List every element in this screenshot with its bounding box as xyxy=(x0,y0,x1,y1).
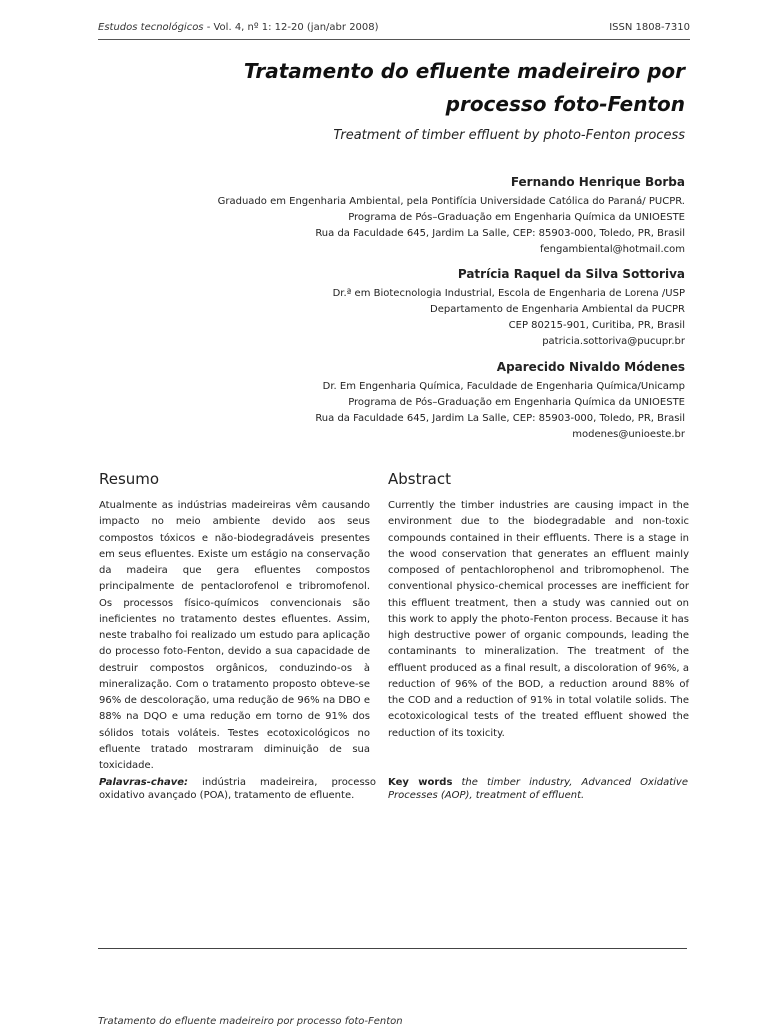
resumo-text: Atualmente as indústrias madeireiras vêm causando impacto no meio ambiente devido aos seus compostos tóxicos e não-biodegradáveis presentes em seus efluentes. Existe um estágio na conservação da madeira que gera efluentes compostos principalmente de pentaclorofenol e tribromofenol. Os processos físico-químicos convencionais são ineficientes no tratamento destes efluentes. Assim, neste trabalho foi realizado um estudo para aplicação do processo foto-Fenton, devido a sua capacidade de destruir compostos orgânicos, conduzindo-os à mineralização. Com o tratamento proposto obteve-se 96% de descoloração, uma redução de 96% na DBO e 88% na DQO e uma redução em torno de 91% dos sólidos totais voláteis. Testes ecotoxicológicos no efluente tratado mostraram diminuição de sua toxicidade. xyxy=(99,500,371,771)
footer-divider xyxy=(98,948,687,949)
author-address: Rua da Faculdade 645, Jardim La Salle, CEP: 85903-000, Toledo, PR, Brasil xyxy=(315,228,685,239)
running-title: Tratamento do efluente madeireiro por processo foto-Fenton xyxy=(98,1016,403,1027)
abstract-text: Currently the timber industries are causing impact in the environment due to the biodegradable and non-toxic compounds contained in their effluents. There is a stage in the wood conservation that generates an effluent mainly composed of pentachlorophenol and tribromophenol. The conventional physico-chemical processes are inefficient for this effluent treatment, then a study was cannied out on this work to apply the photo-Fenton process. Because it has high destructive power of organic compounds, leading the contaminants to mineralization. The treatment of the effluent produced as a final result, a discoloration of 96%, a reduction of 96% of the BOD, a reduction around 88% of the COD and a reduction of 91% in total volatile solids. The ecotoxicological tests of the treated effluent showed the reduction of its toxicity. xyxy=(388,500,689,739)
palavras-chave xyxy=(99,776,376,802)
author-address: CEP 80215-901, Curitiba, PR, Brasil xyxy=(508,320,685,331)
keywords-value: indústria madeireira, processo oxidativo avançado (POA), tratamento de efluente. xyxy=(99,777,376,801)
author-affiliation: Graduado em Engenharia Ambiental, pela Pontifícia Universidade Católica do Paraná/ PUCPR. xyxy=(217,196,685,207)
author-name: Fernando Henrique Borba xyxy=(510,175,685,189)
author-email: fengambiental@hotmail.com xyxy=(539,244,685,255)
issn: ISSN 1808-7310 xyxy=(609,22,690,33)
header-divider xyxy=(98,39,690,40)
author-name: Patrícia Raquel da Silva Sottoriva xyxy=(457,267,685,281)
journal-citation xyxy=(98,22,379,33)
keywords-label: Key words xyxy=(388,777,453,788)
author-name: Aparecido Nivaldo Módenes xyxy=(496,360,685,374)
author-department: Departamento de Engenharia Ambiental da PUCPR xyxy=(430,304,685,315)
author-email: modenes@unioeste.br xyxy=(572,429,685,440)
key-words xyxy=(388,776,688,802)
author-email: patricia.sottoriva@pucupr.br xyxy=(542,336,685,347)
abstract-heading: Abstract xyxy=(388,470,451,488)
title-line-2: processo foto-Fenton xyxy=(445,92,685,116)
author-program: Programa de Pós–Graduação em Engenharia Química da UNIOESTE xyxy=(348,212,685,223)
english-title: Treatment of timber effluent by photo-Fenton process xyxy=(333,128,685,143)
author-program: Programa de Pós–Graduação em Engenharia Química da UNIOESTE xyxy=(348,397,685,408)
resumo-heading: Resumo xyxy=(99,470,160,488)
article-title xyxy=(125,55,685,121)
author-3 xyxy=(85,358,685,443)
author-2 xyxy=(85,265,685,350)
volume-info: - Vol. 4, nº 1: 12-20 (jan/abr 2008) xyxy=(203,22,379,33)
author-affiliation: Dr. Em Engenharia Química, Faculdade de Engenharia Química/Unicamp xyxy=(322,381,685,392)
journal-header xyxy=(98,22,690,38)
author-affiliation: Dr.ª em Biotecnologia Industrial, Escola de Engenharia de Lorena /USP xyxy=(332,288,685,299)
title-line-1: Tratamento do efluente madeireiro por xyxy=(243,59,685,83)
keywords-value: the timber industry, Advanced Oxidative Processes (AOP), treatment of effluent. xyxy=(388,777,688,801)
keywords-label: Palavras-chave: xyxy=(99,777,189,788)
journal-name: Estudos tecnológicos xyxy=(98,22,204,33)
author-address: Rua da Faculdade 645, Jardim La Salle, CEP: 85903-000, Toledo, PR, Brasil xyxy=(315,413,685,424)
author-1 xyxy=(85,173,685,258)
